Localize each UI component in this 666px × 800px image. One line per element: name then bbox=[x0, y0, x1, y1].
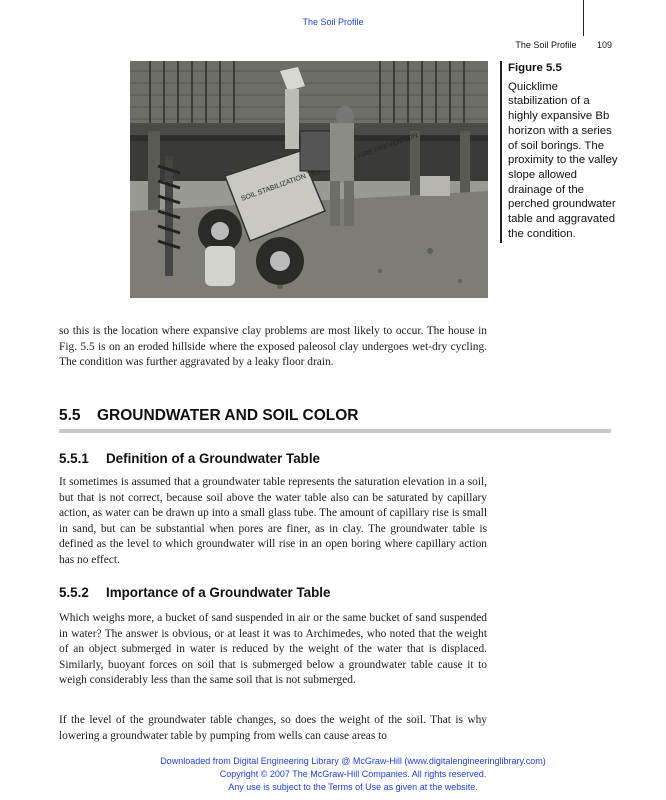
figure-photo bbox=[130, 61, 488, 298]
figure-caption-text: Quicklime stabilization of a highly expansive Bb horizon with a series of soil borings. The proximity to the valley slope allowed drainage of the perched groundwater table and aggravated the condition. bbox=[508, 80, 618, 240]
page-footer bbox=[0, 755, 666, 794]
section-rule bbox=[59, 429, 611, 433]
figure-label: Figure 5.5 bbox=[508, 62, 562, 74]
figure-caption bbox=[500, 61, 620, 243]
subsection-number: 5.5.2 bbox=[59, 585, 89, 600]
paragraph-expansive-clay: so this is the location where expansive clay problems are most likely to occur. The house in Fig. 5.5 is on an eroded hillside where the exposed paleosol clay undergoes wet-dry cycling. The condition was further aggravated by a leaky floor drain. bbox=[59, 325, 487, 369]
section-title: GROUNDWATER AND SOIL COLOR bbox=[97, 407, 359, 424]
header-divider bbox=[583, 0, 584, 36]
photo-illustration bbox=[130, 61, 488, 298]
footer-download-link[interactable]: Downloaded from Digital Engineering Library @ McGraw-Hill (www.digitalengineeringlibrary.com) bbox=[160, 756, 546, 766]
subsection-title: Importance of a Groundwater Table bbox=[106, 585, 331, 600]
footer-terms-link[interactable]: Any use is subject to the Terms of Use as given at the website. bbox=[228, 782, 478, 792]
subsection-number: 5.5.1 bbox=[59, 451, 89, 466]
footer-copyright: Copyright © 2007 The McGraw-Hill Companies. All rights reserved. bbox=[219, 769, 487, 779]
subsection-heading-importance bbox=[59, 585, 330, 600]
subsection-heading-definition bbox=[59, 451, 320, 466]
running-title: The Soil Profile bbox=[515, 40, 577, 50]
section-number: 5.5 bbox=[59, 407, 81, 424]
page-number: 109 bbox=[596, 40, 612, 50]
section-heading bbox=[59, 407, 359, 425]
paragraph-definition: It sometimes is assumed that a groundwater table represents the saturation elevation in a soil, but that is not correct, because soil above the water table also can be saturated by capillary action, as water can be drawn up into a small glass tube. The amount of capillary rise is small in sand, but can be substantial when pores are finer, as in clay. The groundwater table is defined as the level to which groundwater will rise in an open boring where capillary action has no effect. bbox=[59, 476, 487, 566]
paragraph-groundwater-change: If the level of the groundwater table changes, so does the weight of the soil. That is why lowering a groundwater table by pumping from wells can cause areas to bbox=[59, 714, 487, 742]
running-header bbox=[515, 40, 612, 50]
paragraph-archimedes: Which weighs more, a bucket of sand suspended in air or the same bucket of sand suspended in water? The answer is obvious, or at least it was to Archimedes, who noted that the weight of an object submerged in water is reduced by the weight of the water that is displaced. Similarly, buoyant forces on soil that is submerged below a groundwater table cause it to weigh considerably less than the same soil that is not submerged. bbox=[59, 612, 487, 687]
page-top-title: The Soil Profile bbox=[302, 17, 364, 27]
machine-sign-text: SOIL STABILIZATION TEST FIRE PREVENTION bbox=[240, 132, 419, 203]
subsection-title: Definition of a Groundwater Table bbox=[106, 451, 321, 466]
